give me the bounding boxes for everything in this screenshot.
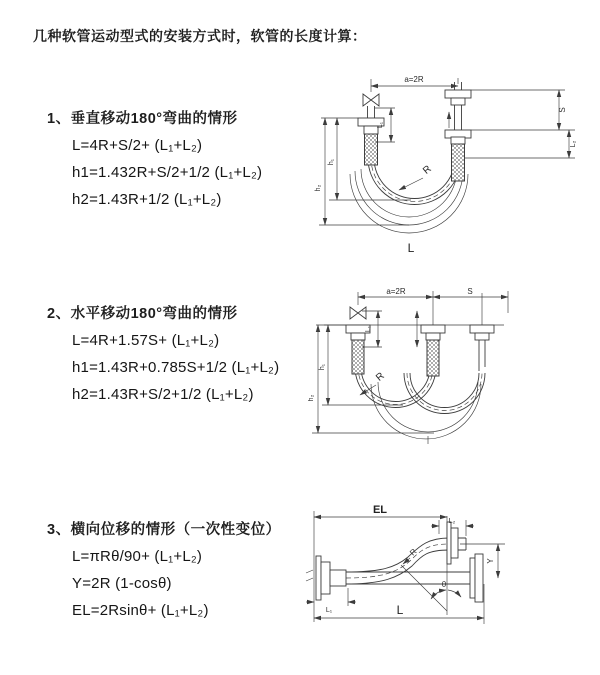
hose-braid-hatch	[352, 340, 364, 374]
flange	[475, 333, 489, 340]
dimensions-1	[315, 75, 577, 255]
angle-arc	[448, 590, 461, 597]
pipe-axis-mark	[306, 570, 313, 581]
formula-L-3: L=πRθ/90+ (L₁+L₂)	[72, 548, 203, 565]
dim-label-y: Y	[486, 558, 495, 564]
dim-label-l1: L₁	[365, 325, 372, 333]
dim-label-el: EL	[372, 504, 388, 516]
straight-pipe	[346, 572, 470, 584]
section-1-heading: 1、垂直移动180°弯曲的情形	[47, 111, 238, 127]
flange	[351, 333, 365, 340]
upper-flange	[447, 522, 466, 564]
formula-h1-2: h1=1.43R+0.785S+1/2 (L₁+L₂)	[72, 359, 280, 376]
flange	[451, 137, 465, 144]
dim-label-s: S	[558, 107, 567, 113]
formula-h1-1: h1=1.432R+S/2+1/2 (L₁+L₂)	[72, 164, 263, 181]
s-curve-hose	[346, 538, 449, 584]
formula-Y-3: Y=2R (1-cosθ)	[72, 575, 172, 592]
right-pipe-2	[470, 325, 494, 371]
right-pipe-1	[445, 80, 471, 181]
dim-label-l-total: L	[407, 241, 415, 255]
flange	[470, 325, 494, 333]
dim-label-r: R	[374, 370, 387, 384]
formula-L-2: L=4R+1.57S+ (L₁+L₂)	[72, 332, 220, 349]
diagram-horizontal-180-bend	[308, 283, 598, 455]
hose-arcs-1	[350, 158, 468, 233]
dim-label-theta: θ	[441, 580, 447, 589]
diagram-vertical-180-bend	[313, 70, 585, 258]
section-1	[47, 107, 262, 218]
hose-braid-hatch	[365, 134, 378, 165]
hose-braid-hatch	[452, 144, 465, 181]
dim-label-l2: L₂	[448, 518, 456, 525]
valve-icon	[350, 307, 366, 319]
dim-label-l1: L₁	[325, 607, 333, 614]
dim-label-l1: L₁	[377, 121, 384, 129]
flange	[364, 126, 378, 134]
middle-pipe-2	[421, 325, 445, 376]
dim-label-l-total: L	[396, 603, 404, 617]
dim-label-h1: h₁	[319, 363, 326, 371]
left-flange	[306, 556, 346, 600]
dim-label-h2: h₂	[308, 394, 315, 402]
section-3-heading: 3、横向位移的情形（一次性变位）	[47, 522, 281, 538]
flange	[426, 333, 440, 340]
right-flange	[470, 554, 483, 602]
hose-arcs-2	[355, 367, 485, 439]
dim-label-r: R	[408, 547, 419, 558]
dim-label-l2: L₂	[570, 140, 577, 148]
flange	[421, 325, 445, 333]
formula-EL-3: EL=2Rsinθ+ (L₁+L₂)	[72, 602, 209, 619]
section-2-heading: 2、水平移动180°弯曲的情形	[47, 306, 238, 322]
flange	[445, 90, 471, 98]
dim-label-h1: h₁	[328, 158, 335, 166]
diagram-lateral-displacement	[300, 500, 598, 660]
section-3	[47, 518, 281, 629]
formula-L-1: L=4R+S/2+ (L₁+L₂)	[72, 137, 203, 154]
hose-braid-hatch	[427, 340, 439, 376]
page-title: 几种软管运动型式的安装方式时，软管的长度计算：	[33, 28, 367, 44]
dim-label-a2r: a=2R	[386, 287, 406, 296]
valve-icon	[363, 94, 379, 106]
dim-label-r: R	[421, 163, 434, 177]
formula-h2-2: h2=1.43R+S/2+1/2 (L₁+L₂)	[72, 386, 254, 403]
dim-label-s: S	[467, 287, 473, 296]
dimensions-2	[308, 287, 508, 444]
dim-label-h2: h₂	[315, 184, 322, 192]
left-pipe-2	[346, 307, 370, 374]
flange	[451, 98, 465, 105]
formula-h2-1: h2=1.43R+1/2 (L₁+L₂)	[72, 191, 222, 208]
dim-label-a2r: a=2R	[404, 75, 424, 84]
section-2	[47, 302, 279, 413]
